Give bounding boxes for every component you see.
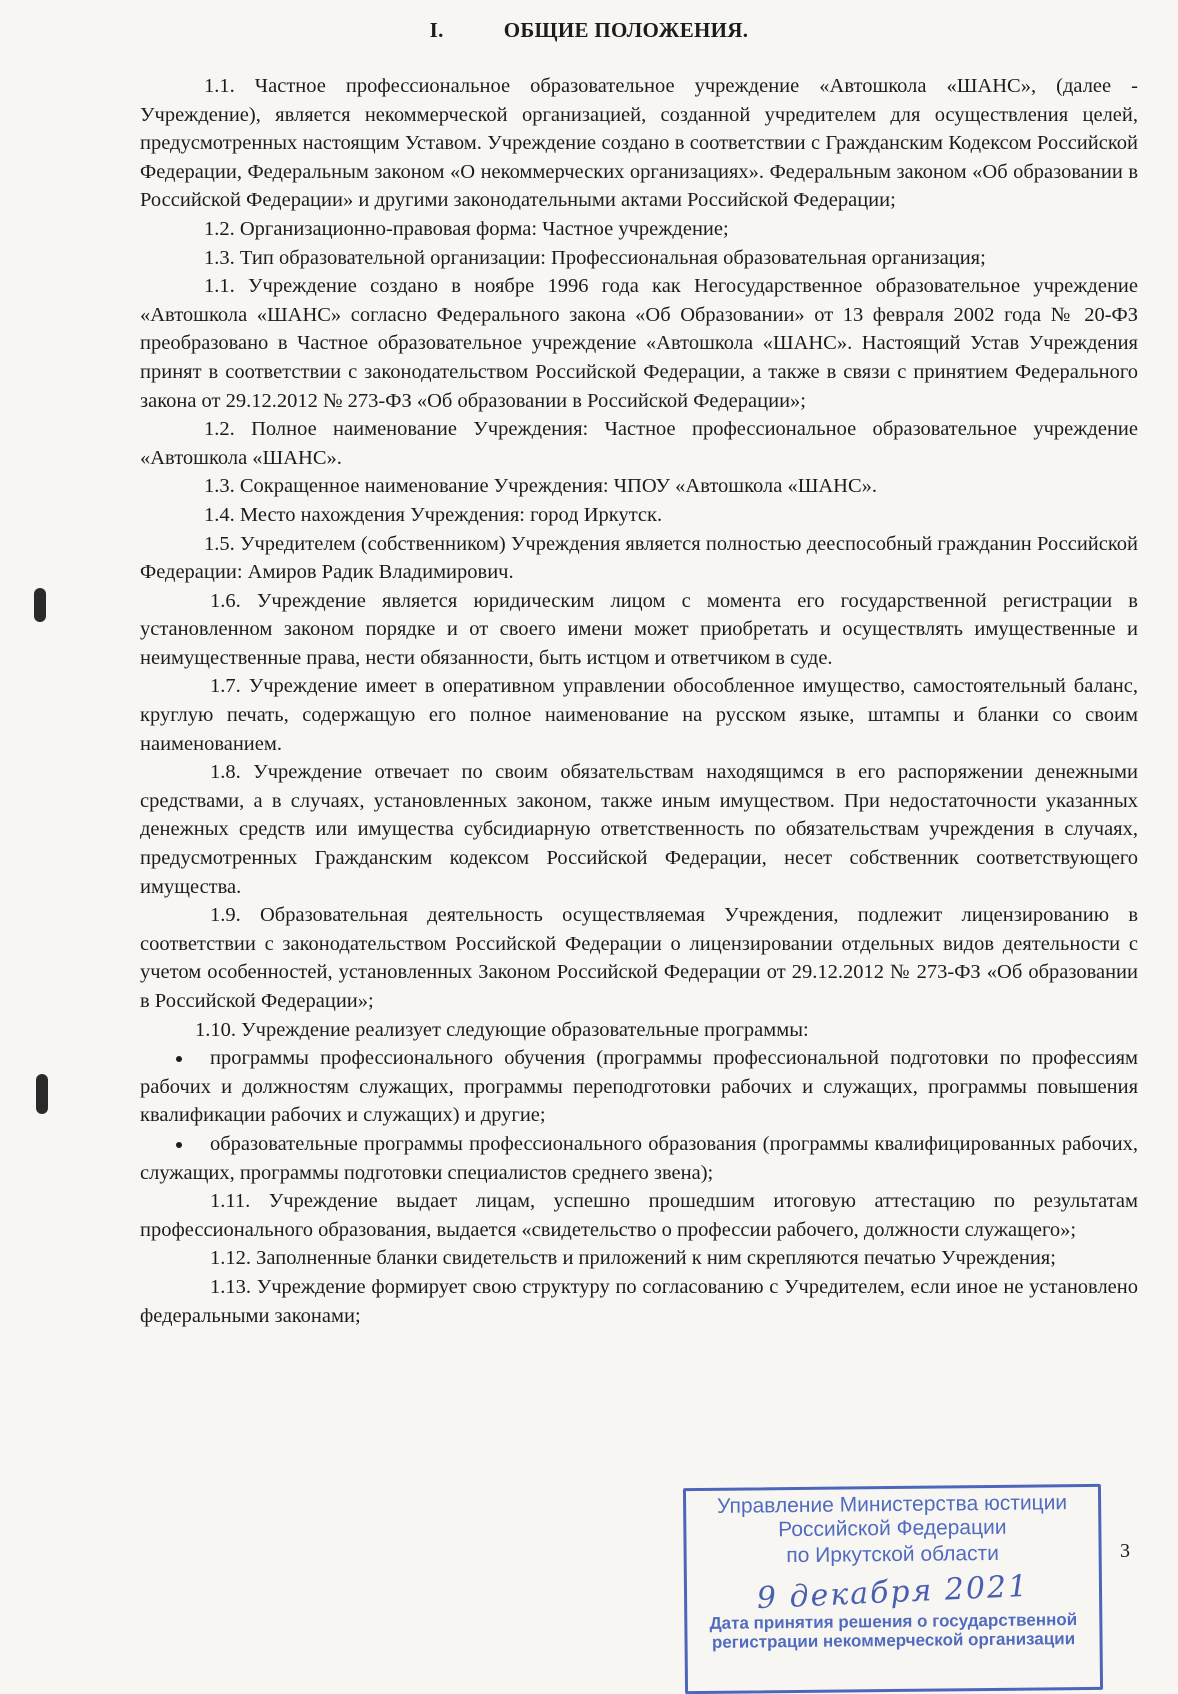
paragraph-1-13: 1.13. Учреждение формирует свою структуру по согласованию с Учредителем, если иное не установлено федеральными законами; [140,1275,1138,1327]
bullet-icon [176,1056,182,1062]
binder-hole-mark [34,588,46,622]
paragraph-1-7: 1.7. Учреждение имеет в оперативном управлении обособленное имущество, самостоятельный баланс, круглую печать, содержащую его полное наименование на русском языке, штампы и бланки со своим наименованием. [140,675,1138,755]
paragraph-1-10: 1.10. Учреждение реализует следующие образовательные программы: [195,1018,809,1041]
document-body [140,72,1138,1330]
list-item [140,1130,1138,1187]
paragraph-1-1b: 1.1. Учреждение создано в ноябре 1996 года как Негосударственное образовательное учреждение «Автошкола «ШАНС» согласно Федерального закона «Об Образовании» от 13 февраля 2002 года № 20-ФЗ преобразовано в Частное образовательное учреждение «Автошкола «ШАНС». Настоящий Устав Учреждения принят в соответствии с законодательством Российской Федерации, а также в связи с принятием Федерального закона от 29.12.2012 № 273-ФЗ «Об образовании в Российской Федерации»; [140,275,1138,412]
stamp-region: по Иркутской области [786,1541,1000,1568]
stamp-authority: Управление Министерства юстиции [716,1491,1068,1518]
paragraph-1-11: 1.11. Учреждение выдает лицам, успешно прошедшим итоговую аттестацию по результатам профессионального образования, выдается «свидетельство о профессии рабочего, должности служащего»; [140,1190,1138,1241]
paragraph-1-12: 1.12. Заполненные бланки свидетельств и приложений к ним скрепляются печатью Учреждения; [210,1247,1056,1270]
bullet-icon [176,1142,182,1148]
paragraph-1-6: 1.6. Учреждение является юридическим лицом с момента его государственной регистрации в установленном законом порядке и от своего имени может приобретать и осуществлять имущественные и неимущественные права, нести обязанности, быть истцом и ответчиком в суде. [140,589,1138,669]
binder-hole-mark [36,1074,48,1114]
list-item-text: программы профессионального обучения (программы профессиональной подготовки по профессиям рабочих и должностям служащих, программы переподготовки рабочих и служащих, программы повышения квалификации рабочих и служащих) и другие; [140,1047,1138,1127]
stamp-caption: Дата принятия решения о государственной регистрации некоммерческой организации [709,1610,1078,1652]
list-item [140,1044,1138,1130]
paragraph-1-8: 1.8. Учреждение отвечает по своим обязательствам находящимся в его распоряжении денежными средствами, а в случаях, установленных законом, также иным имуществом. При недостаточности указанных денежных средств или имущества субсидиарную ответственность по обязательствам учреждения в случаях, предусмотренных Гражданским кодексом Российской Федерации, несет собственник соответствующего имущества. [140,761,1138,898]
paragraph-1-2: 1.2. Организационно-правовая форма: Частное учреждение; [204,217,729,240]
paragraph-1-5: 1.5. Учредителем (собственником) Учреждения является полностью дееспособный гражданин Российской Федерации: Амиров Радик Владимирович. [140,532,1138,584]
paragraph-1-4: 1.4. Место нахождения Учреждения: город Иркутск. [204,503,663,526]
paragraph-1-3: 1.3. Тип образовательной организации: Профессиональная образовательная организация; [204,246,986,269]
paragraph-1-2b: 1.2. Полное наименование Учреждения: Частное профессиональное образовательное учреждение «Автошкола «ШАНС». [140,418,1138,469]
list-item-text: образовательные программы профессионального образования (программы квалифицированных рабочих, служащих, программы подготовки специалистов среднего звена); [140,1132,1138,1184]
page-number: 3 [1120,1540,1130,1562]
section-heading [0,18,1178,43]
paragraph-1-9: 1.9. Образовательная деятельность осуществляемая Учреждения, подлежит лицензированию в соответствии с законодательством Российской Федерации о лицензировании отдельных видов деятельности с учетом особенностей, установленных Законом Российской Федерации от 29.12.2012 № 273-ФЗ «Об образовании в Российской Федерации»; [140,904,1138,1012]
registration-stamp [683,1484,1103,1694]
paragraph-1-3b: 1.3. Сокращенное наименование Учреждения: ЧПОУ «Автошкола «ШАНС». [204,475,878,498]
paragraph-1-1: 1.1. Частное профессиональное образовательное учреждение «Автошкола «ШАНС», (далее - Учреждение), является некоммерческой организацией, созданной учредителем для осуществления целей, предусмотренных настоящим Уставом. Учреждение создано в соответствии с Гражданским Кодексом Российской Федерации, Федеральным законом «О некоммерческих организациях». Федеральным законом «Об образовании в Российской Федерации» и другими законодательными актами Российской Федерации; [140,75,1138,212]
section-number: I. [429,18,444,42]
section-title: ОБЩИЕ ПОЛОЖЕНИЯ. [503,18,749,42]
stamp-handwritten-date: 9 декабря 2021 [756,1568,1030,1617]
stamp-country: Российской Федерации [778,1515,1007,1542]
